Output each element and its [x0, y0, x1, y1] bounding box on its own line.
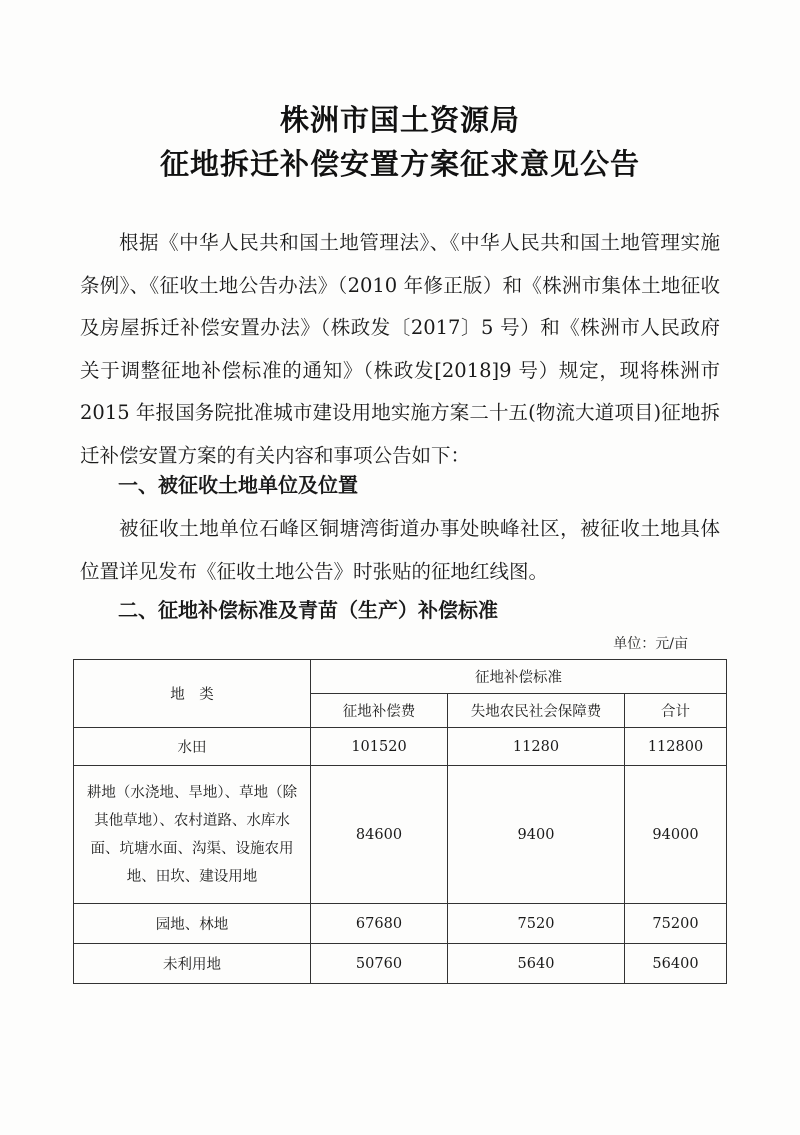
section-2-heading: 二、征地补偿标准及青苗（生产）补偿标准: [118, 598, 498, 622]
table-row: [74, 944, 727, 984]
value-cell: 50760: [311, 944, 448, 984]
section-1-heading: 一、被征收土地单位及位置: [118, 473, 358, 497]
value-cell: 75200: [625, 904, 727, 944]
section-1-text: 被征收土地单位石峰区铜塘湾街道办事处映峰社区，被征收土地具体位置详见发布《征收土地公告》时张贴的征地红线图。: [80, 517, 720, 583]
header-col-social-security: 失地农民社会保障费: [448, 694, 625, 728]
value-cell: 9400: [448, 766, 625, 904]
land-type-cell: 水田: [74, 728, 311, 766]
title-line-1: 株洲市国土资源局: [279, 103, 520, 137]
header-col-compensation: 征地补偿费: [311, 694, 448, 728]
table-row: [74, 766, 727, 904]
value-cell: 84600: [311, 766, 448, 904]
intro-paragraph: 根据《中华人民共和国土地管理法》、《中华人民共和国土地管理实施条例》、《征收土地公告办法》（2010 年修正版）和《株洲市集体土地征收及房屋拆迁补偿安置办法》（株政发〔2017〕5 号）和《株洲市人民政府关于调整征地补偿标准的通知》（株政发[2018]9 号）规定，现将株洲市 2015 年报国务院批准城市建设用地实施方案二十五(物流大道项目)征地拆迁补偿安置方案的有关内容和事项公告如下：: [80, 231, 720, 467]
value-cell: 67680: [311, 904, 448, 944]
land-type-cell: 耕地（水浇地、旱地）、草地（除其他草地）、农村道路、水库水面、坑塘水面、沟渠、设施农用地、田坎、建设用地: [74, 766, 311, 904]
header-land-type: 地 类: [74, 660, 311, 728]
unit-label: 单位：元/亩: [613, 636, 688, 652]
value-cell: 7520: [448, 904, 625, 944]
land-type-cell: 园地、林地: [74, 904, 311, 944]
title-line-2: 征地拆迁补偿安置方案征求意见公告: [159, 147, 640, 181]
value-cell: 56400: [625, 944, 727, 984]
table-row: [74, 728, 727, 766]
value-cell: 11280: [448, 728, 625, 766]
value-cell: 94000: [625, 766, 727, 904]
compensation-table: [73, 659, 727, 984]
land-type-cell: 未利用地: [74, 944, 311, 984]
value-cell: 112800: [625, 728, 727, 766]
value-cell: 5640: [448, 944, 625, 984]
table-row: [74, 904, 727, 944]
header-col-total: 合计: [625, 694, 727, 728]
value-cell: 101520: [311, 728, 448, 766]
header-standard-group: 征地补偿标准: [311, 660, 727, 694]
